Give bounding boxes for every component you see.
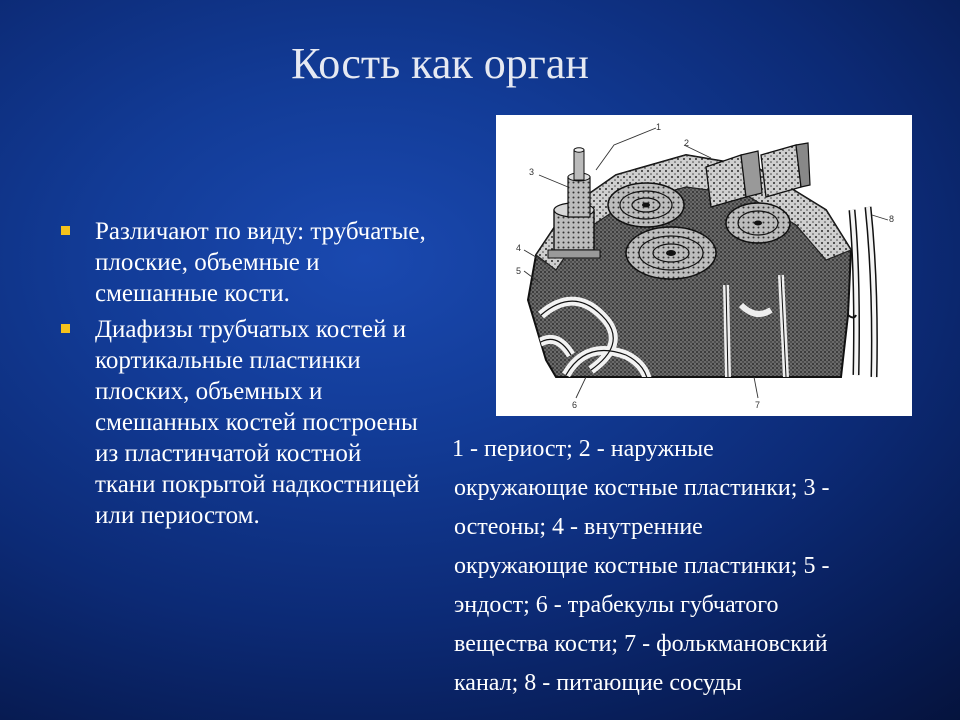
caption-line: канал; 8 - питающие сосуды	[454, 670, 742, 696]
bullet-item	[58, 314, 428, 531]
figure-label: 4	[516, 243, 522, 253]
bullet-list	[58, 216, 428, 536]
figure-caption	[452, 430, 944, 703]
figure-label: 3	[529, 167, 535, 177]
figure-label: 6	[572, 400, 578, 410]
bullet-text: Диафизы трубчатых костей и кортикальные пластинки плоских, объемных и смешанных костей построены из пластинчатой костной ткани покрытой надкостницей или периостом.	[95, 316, 420, 529]
caption-line: остеоны; 4 - внутренние	[454, 514, 703, 540]
caption-line: эндост; 6 - трабекулы губчатого	[454, 592, 779, 618]
nutrient-vessels	[848, 207, 874, 377]
figure-label: 8	[889, 214, 895, 224]
square-bullet-icon	[61, 324, 70, 333]
bone-structure-figure	[496, 115, 912, 416]
caption-line: окружающие костные пластинки; 3 -	[454, 475, 830, 501]
figure-label: 7	[755, 400, 761, 410]
caption-line: 1 - периост; 2 - наружные	[452, 436, 714, 462]
caption-line: окружающие костные пластинки; 5 -	[454, 553, 830, 579]
figure-label: 5	[516, 266, 522, 276]
bone-section-illustration	[496, 115, 912, 416]
bullet-text: Различают по виду: трубчатые, плоские, объемные и смешанные кости.	[95, 218, 426, 307]
figure-label: 2	[684, 138, 690, 148]
figure-label: 1	[656, 122, 662, 132]
square-bullet-icon	[61, 226, 70, 235]
slide-title: Кость как орган	[291, 39, 589, 88]
caption-line: вещества кости; 7 - фолькмановский	[454, 631, 828, 657]
bullet-item	[58, 216, 428, 309]
